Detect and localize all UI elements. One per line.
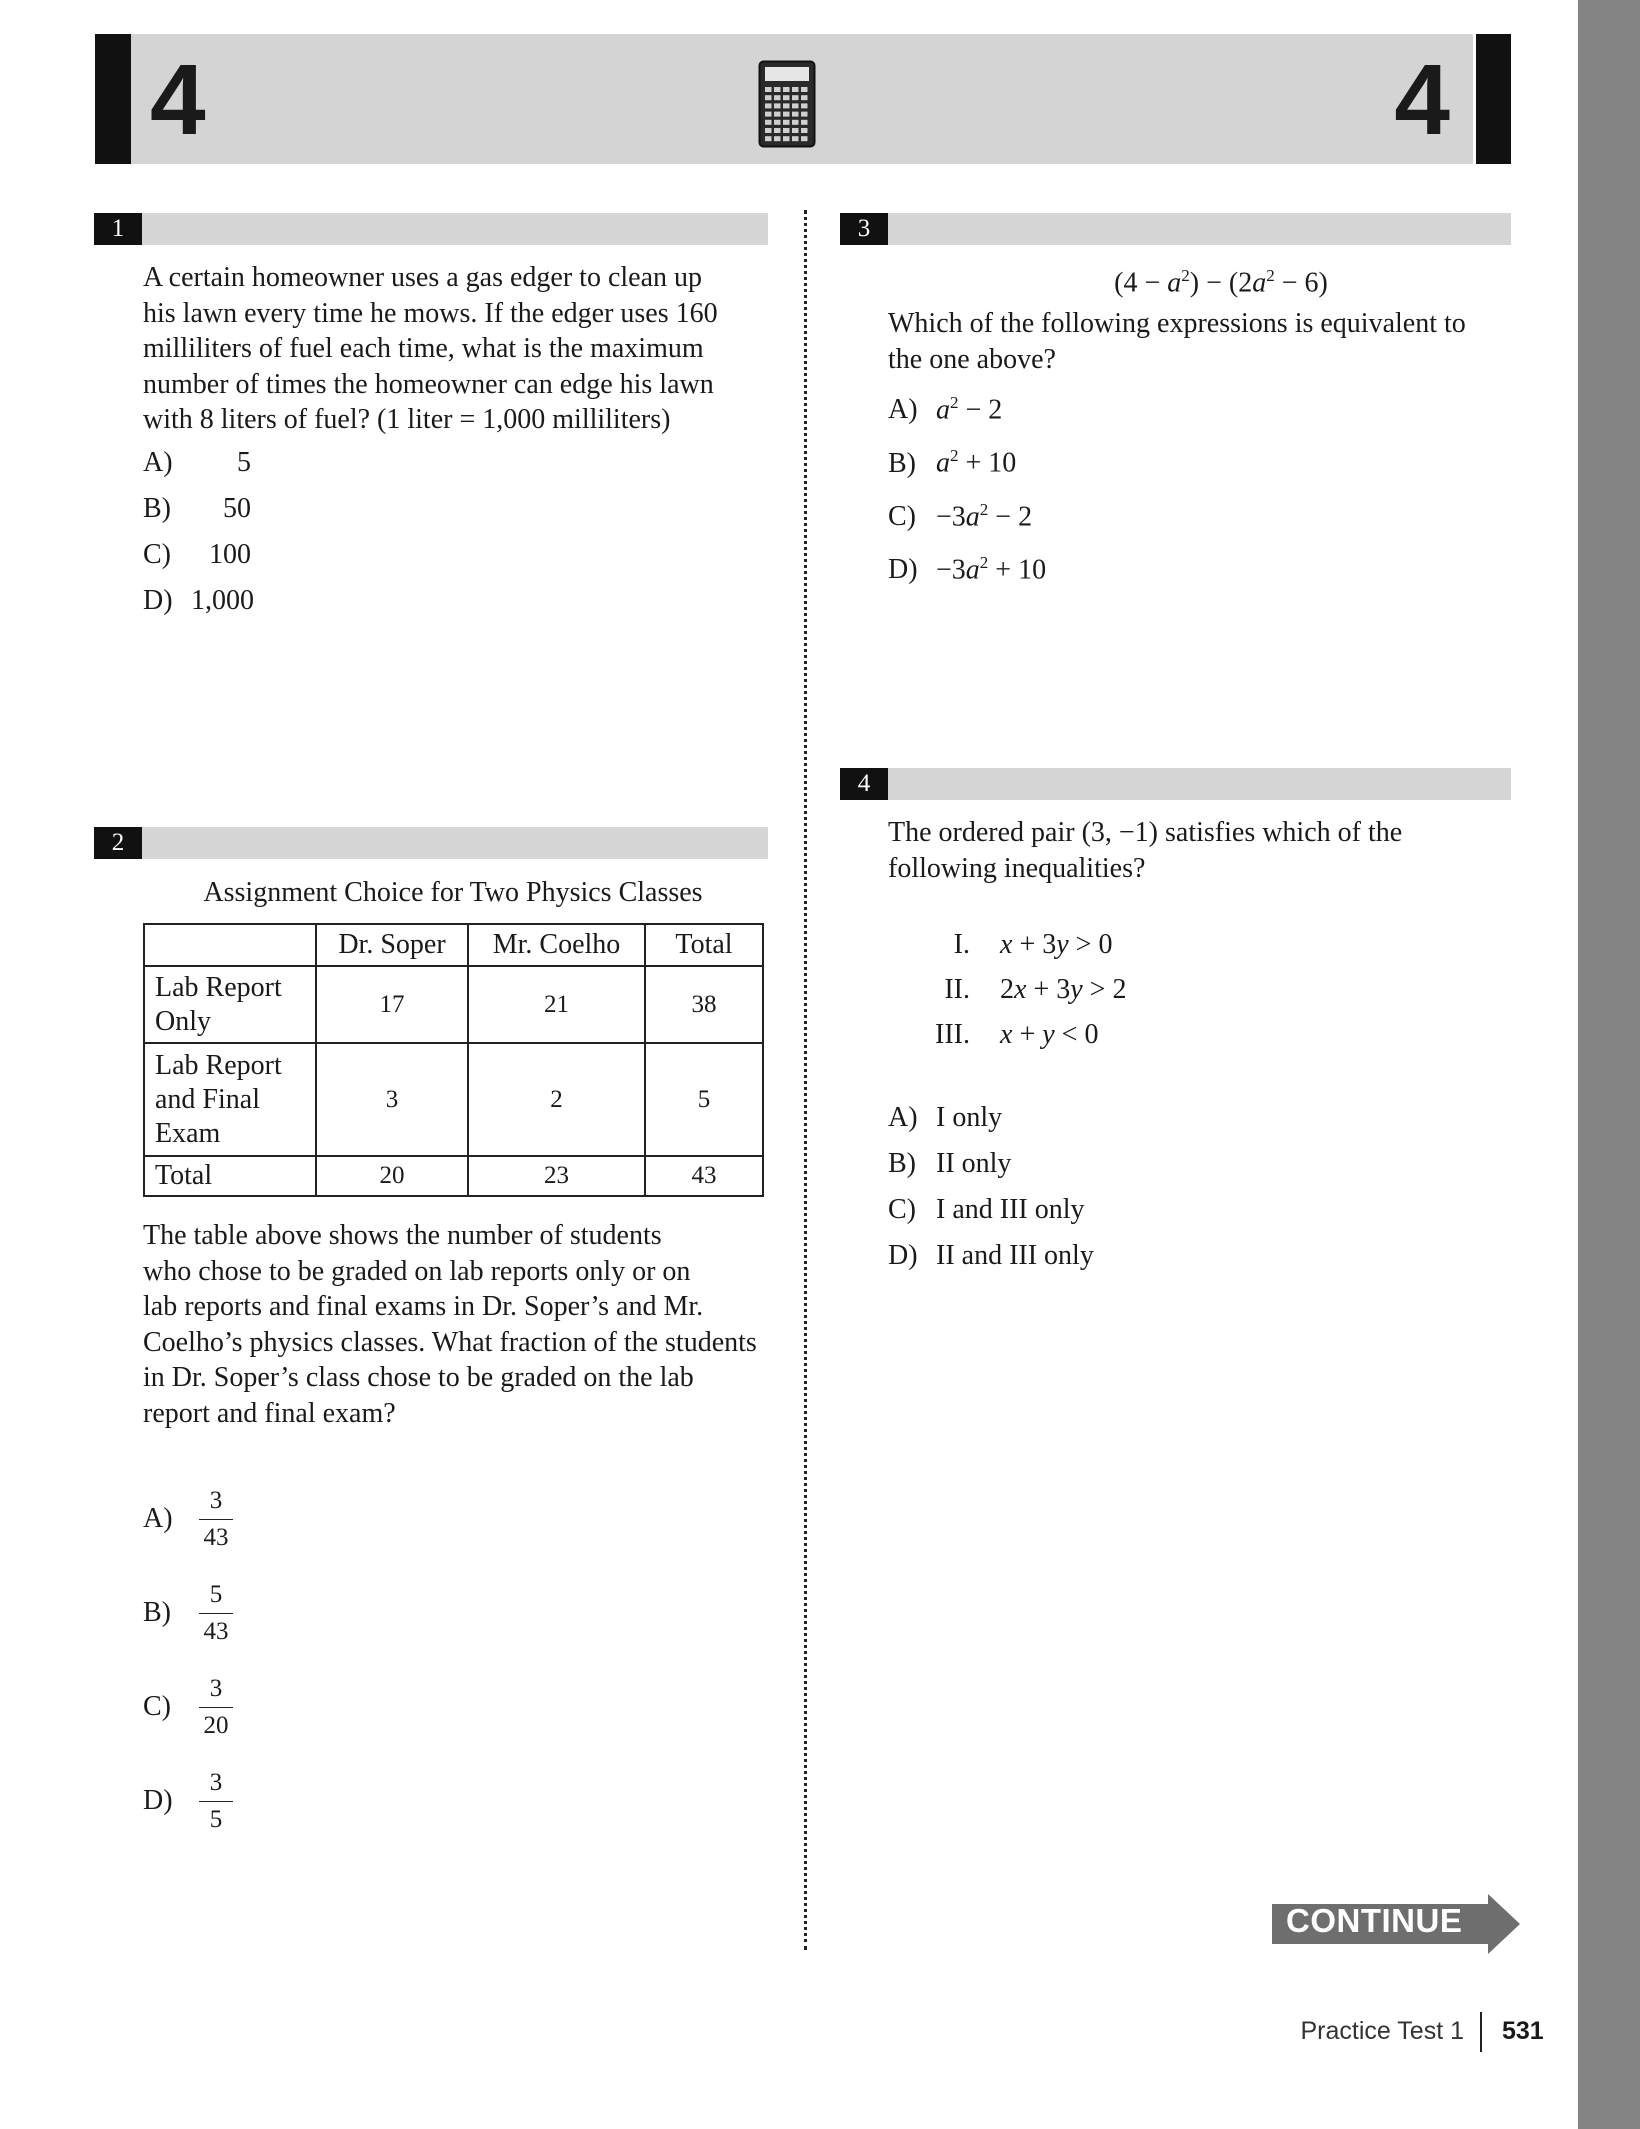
table-cell: 3 [316, 1043, 468, 1156]
q3-choice-b[interactable]: B) $a^2 + 10$ [888, 446, 1017, 479]
q2-stem-line: The table above shows the number of students [143, 1220, 662, 1251]
table-cell: 17 [316, 966, 468, 1043]
q2-stem-line: lab reports and final exams in Dr. Soper’s and Mr. [143, 1291, 704, 1322]
table-cell: 2 [468, 1043, 645, 1156]
q2-choice-d[interactable]: D) $\frac{3}{5}$ [143, 1754, 233, 1848]
q2-table-title: Assignment Choice for Two Physics Classes [203, 877, 703, 908]
q2-stem-line: who chose to be graded on lab reports only or on [143, 1255, 691, 1287]
calculator-icon [758, 60, 816, 148]
q2-stem-line: report and final exam? [143, 1397, 396, 1429]
table-row [144, 966, 763, 1043]
q4-choice-b[interactable]: B) II only [888, 1148, 1012, 1179]
q4-stem-line: following inequalities? [888, 852, 1146, 884]
q1-choice-d[interactable]: D) 1,000 [143, 585, 254, 616]
q1-choice-a[interactable]: A) 5 [143, 447, 251, 478]
q4-statements [890, 922, 1126, 1057]
q1-stem-line: A certain homeowner uses a gas edger to clean up [143, 262, 703, 293]
q3-choices [888, 385, 1046, 587]
q4-choices [888, 1100, 1094, 1273]
q1-choice-b[interactable]: B) 50 [143, 493, 251, 524]
q3-bar [840, 213, 1511, 245]
table-header-cell [144, 924, 316, 966]
header-left-block [95, 34, 131, 164]
q2-bar [94, 827, 768, 859]
q4-choice-c[interactable]: C) I and III only [888, 1194, 1085, 1225]
q2-stem-line: in Dr. Soper’s class chose to be graded on the lab [143, 1362, 694, 1393]
table-cell: 21 [468, 966, 645, 1043]
table-row [144, 1043, 763, 1156]
q2-number: 2 [94, 827, 142, 859]
q1-stem-line: his lawn every time he mows. If the edger uses 160 [143, 297, 718, 329]
table-cell: 5 [645, 1043, 763, 1156]
q1-choices [143, 445, 254, 618]
footer-separator [1480, 2012, 1482, 2052]
q1-bar [94, 213, 768, 245]
q3-expression: $(4 - a^2) - (2a^2 - 6)$ [1114, 266, 1328, 299]
q4-choice-a[interactable]: A) I only [888, 1102, 1003, 1133]
footer-title: Practice Test 1 [1300, 2017, 1464, 2045]
q2-stem-line: Coelho’s physics classes. What fraction of the students [143, 1326, 757, 1358]
table-cell: 43 [645, 1156, 763, 1196]
q4-choice-d[interactable]: D) II and III only [888, 1240, 1094, 1271]
q3-choice-d[interactable]: $D) -3a^2 + 10$ [888, 552, 1047, 586]
table-row-label: Total [144, 1156, 316, 1196]
q2-choice-a[interactable]: A) $\frac{3}{43}$ [143, 1472, 233, 1566]
table-cell: 38 [645, 966, 763, 1043]
q4-bar [840, 768, 1511, 800]
q1-stem-line: milliliters of fuel each time, what is the maximum [143, 333, 704, 364]
header-right-block [1476, 34, 1511, 164]
q1-choice-c[interactable]: C) 100 [143, 539, 251, 570]
table-cell: 23 [468, 1156, 645, 1196]
section-number-left: 4 [150, 44, 206, 156]
section-number-right: 4 [1394, 44, 1450, 156]
q4-statement: III. x + y < 0 [935, 1019, 1099, 1050]
q1-number: 1 [94, 213, 142, 245]
side-strip [1578, 0, 1640, 2129]
table-header-cell: Dr. Soper [316, 924, 468, 966]
q4-stem-line: The ordered pair (3, −1) satisfies which of the [888, 817, 1403, 848]
q1-stem-line: number of times the homeowner can edge his lawn [143, 368, 714, 400]
q2-choice-c[interactable]: C) $\frac{3}{20}$ [143, 1660, 233, 1754]
footer-page-number: 531 [1502, 2017, 1544, 2045]
column-divider [804, 210, 807, 1950]
table-header-row [144, 924, 763, 966]
q2-choices [143, 1472, 233, 1848]
q4-number: 4 [840, 768, 888, 800]
continue-button[interactable] [1272, 1894, 1520, 1954]
q4-statement: I. x + 3y > 0 [953, 929, 1113, 960]
q1-stem-line: with 8 liters of fuel? (1 liter = 1,000 milliliters) [143, 404, 671, 435]
q3-number: 3 [840, 213, 888, 245]
table-row [144, 1156, 763, 1196]
q2-choice-b[interactable]: B) $\frac{5}{43}$ [143, 1566, 233, 1660]
q3-stem-line: Which of the following expressions is equivalent to [888, 308, 1466, 339]
q4-statement: II. 2x + 3y > 2 [944, 974, 1127, 1005]
q2-table [143, 923, 764, 1197]
q2-stem [143, 1218, 783, 1431]
table-cell: 20 [316, 1156, 468, 1196]
continue-label: CONTINUE [1286, 1902, 1463, 1939]
table-header-cell: Mr. Coelho [468, 924, 645, 966]
table-row-label: Lab Report and Final Exam [144, 1043, 316, 1156]
q3-stem-line: the one above? [888, 343, 1056, 375]
q1-stem [143, 260, 773, 438]
q4-stem [888, 815, 1528, 886]
table-header-cell: Total [645, 924, 763, 966]
table-row-label: Lab Report Only [144, 966, 316, 1043]
q3-choice-a[interactable]: A) $a^2 - 2$ [888, 393, 1003, 426]
q3-choice-c[interactable]: $C) -3a^2 - 2$ [888, 499, 1033, 532]
q3-stem [888, 306, 1528, 377]
